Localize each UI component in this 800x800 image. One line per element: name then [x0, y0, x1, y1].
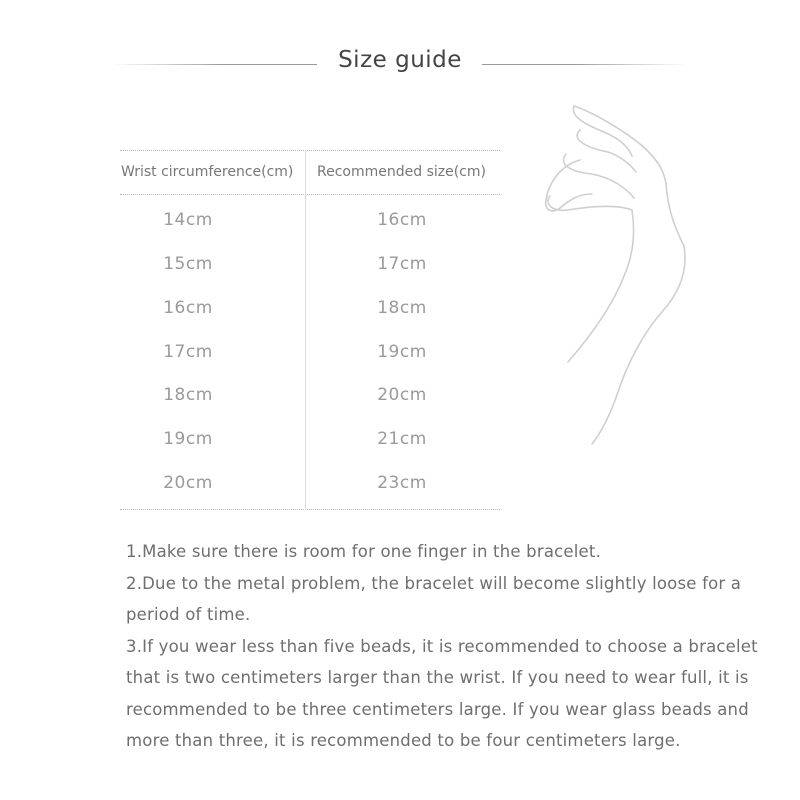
title-divider-left: [112, 64, 317, 65]
header-wrist-circumference: Wrist circumference(cm): [121, 164, 294, 180]
table-column-divider: [305, 150, 306, 510]
size-cell: 21cm: [377, 429, 427, 449]
wrist-cell: 19cm: [163, 429, 213, 449]
header-recommended-size: Recommended size(cm): [317, 164, 486, 180]
wrist-cell: 18cm: [163, 385, 213, 405]
note-3: 3.If you wear less than five beads, it is recommended to choose a bracelet that is two centimeters larger than the wrist. If you need to wear full, it is recommended to be three centimeters large. If you wear glass beads and more than three, it is recommended to be four centimeters large.: [126, 636, 758, 750]
size-cell: 19cm: [377, 342, 427, 362]
title-divider-right: [482, 64, 687, 65]
table-top-border: [120, 150, 500, 151]
page-title: Size guide: [338, 47, 462, 73]
wrist-cell: 20cm: [163, 473, 213, 493]
size-notes: [126, 536, 786, 757]
wrist-cell: 15cm: [163, 254, 213, 274]
wrist-cell: 14cm: [163, 210, 213, 230]
wrist-cell: 17cm: [163, 342, 213, 362]
table-bottom-border: [120, 509, 500, 510]
wrist-cell: 16cm: [163, 298, 213, 318]
size-cell: 16cm: [377, 210, 427, 230]
note-2: 2.Due to the metal problem, the bracelet will become slightly loose for a period of time.: [126, 573, 742, 624]
hand-illustration-icon: [540, 100, 690, 450]
table-header-border: [120, 194, 500, 195]
size-table: [120, 150, 500, 510]
size-cell: 20cm: [377, 385, 427, 405]
note-1: 1.Make sure there is room for one finger in the bracelet.: [126, 542, 602, 561]
size-cell: 17cm: [377, 254, 427, 274]
title-bar: [0, 44, 800, 80]
size-cell: 18cm: [377, 298, 427, 318]
size-cell: 23cm: [377, 473, 427, 493]
